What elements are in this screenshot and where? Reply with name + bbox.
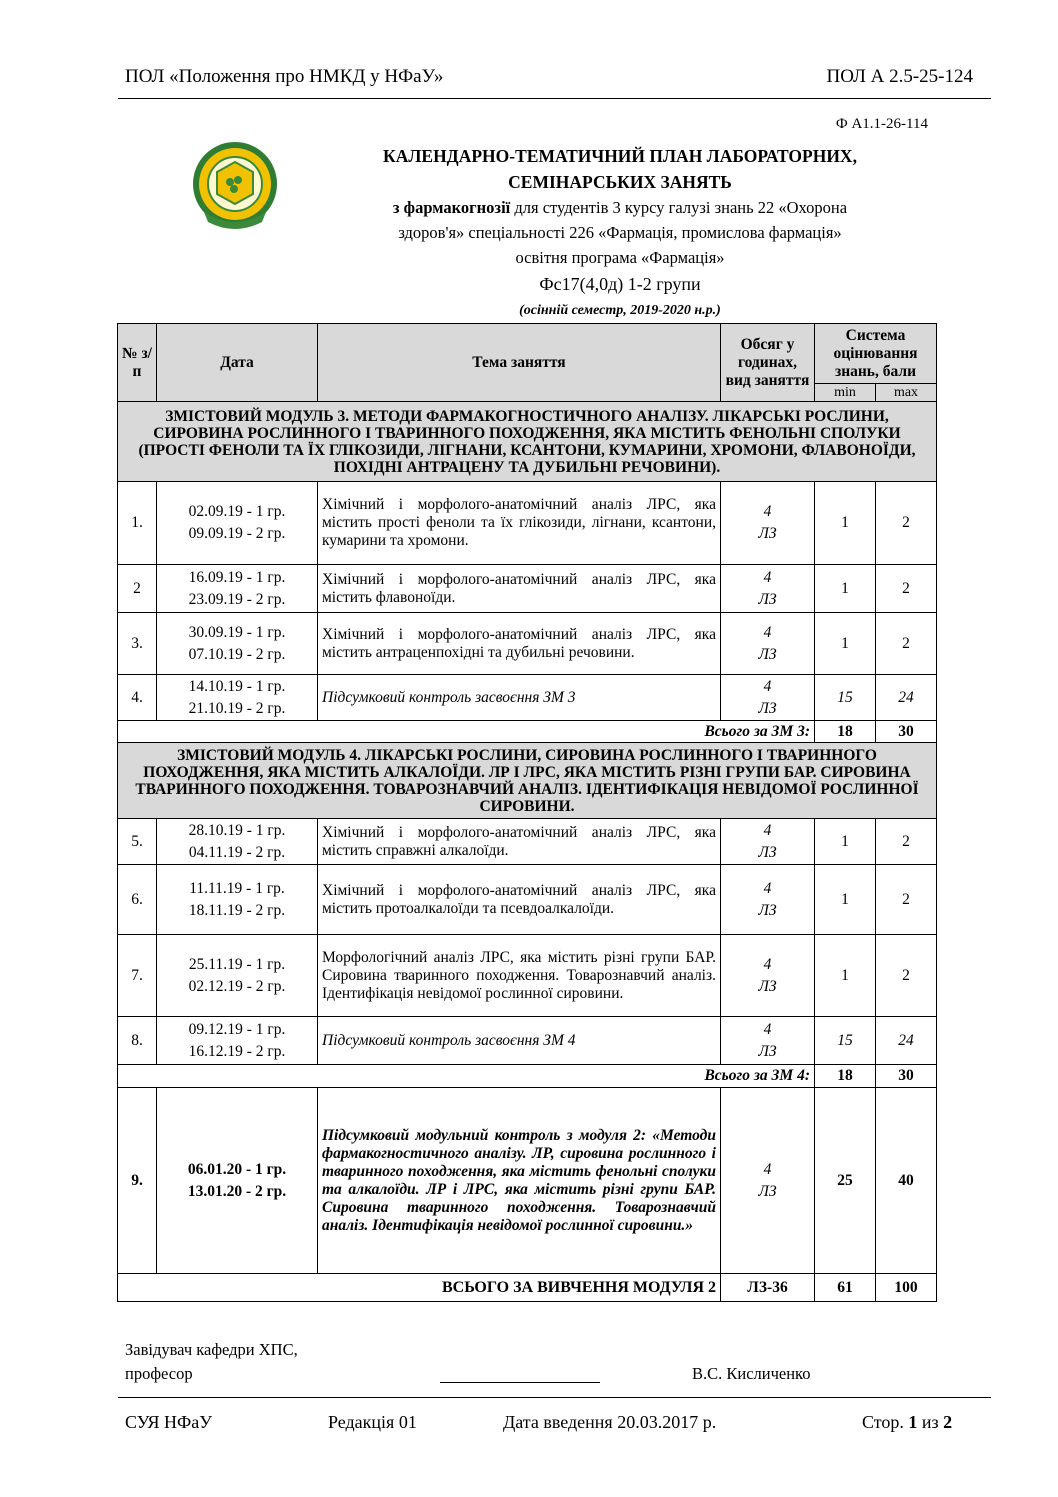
row-num: 9.	[118, 1088, 157, 1274]
footer-org: СУЯ НФаУ	[125, 1412, 212, 1432]
table-row	[118, 613, 937, 675]
table-row	[118, 565, 937, 613]
table-row	[118, 865, 937, 935]
hours: 4	[763, 568, 772, 586]
row-num: 1.	[118, 482, 157, 565]
lesson-type: ЛЗ	[758, 699, 777, 717]
row-date	[157, 935, 318, 1017]
row-date	[157, 819, 318, 865]
row-num: 4.	[118, 675, 157, 721]
date-group-1: 14.10.19 - 1 гр.	[188, 677, 286, 695]
signature-line	[440, 1382, 600, 1383]
lesson-type: ЛЗ	[758, 843, 777, 861]
date-group-1: 30.09.19 - 1 гр.	[188, 623, 286, 641]
header-system: Система оцінювання знань, бали	[815, 324, 937, 384]
row-max: 2	[876, 482, 937, 565]
grand-total-volume: ЛЗ-36	[721, 1274, 815, 1302]
row-topic: Підсумковий контроль засвоєння ЗМ 4	[318, 1017, 721, 1065]
row-date	[157, 1088, 318, 1274]
lesson-type: ЛЗ	[758, 901, 777, 919]
header-divider	[118, 98, 991, 99]
header-volume: Обсяг у годинах, вид заняття	[721, 324, 815, 402]
subtitle-line-1-rest: для студентів 3 курсу галузі знань 22 «Охорона	[510, 198, 848, 217]
date-group-2: 21.10.19 - 2 гр.	[188, 699, 286, 717]
row-volume	[721, 1088, 815, 1274]
total-m3-min: 18	[815, 721, 876, 743]
grand-total-label: ВСЬОГО ЗА ВИВЧЕННЯ МОДУЛЯ 2	[118, 1274, 721, 1302]
row-topic: Підсумковий контроль засвоєння ЗМ 3	[318, 675, 721, 721]
hours: 4	[763, 623, 772, 641]
lesson-type: ЛЗ	[758, 977, 777, 995]
row-volume	[721, 865, 815, 935]
row-max: 2	[876, 935, 937, 1017]
date-group-2: 13.01.20 - 2 гр.	[187, 1182, 287, 1200]
header-date: Дата	[157, 324, 318, 402]
row-max: 24	[876, 675, 937, 721]
total-row-m3	[118, 721, 937, 743]
subtitle-line-1	[320, 198, 920, 218]
date-group-1: 11.11.19 - 1 гр.	[189, 879, 285, 897]
row-max: 24	[876, 1017, 937, 1065]
page-number: 1	[908, 1412, 918, 1432]
date-group-2: 09.09.19 - 2 гр.	[188, 525, 286, 542]
row-max: 2	[876, 865, 937, 935]
row-volume	[721, 613, 815, 675]
row-topic: Хімічний і морфолого-анатомічний аналіз ЛРС, яка містить флавоноїди.	[318, 565, 721, 613]
university-seal-icon	[190, 140, 280, 230]
row-num: 3.	[118, 613, 157, 675]
total-row-m4	[118, 1065, 937, 1088]
subtitle-line-3: освітня програма «Фармація»	[515, 248, 725, 267]
row-max: 2	[876, 819, 937, 865]
date-group-2: 16.12.19 - 2 гр.	[188, 1042, 286, 1060]
footer-date: Дата введення 20.03.2017 р.	[503, 1412, 717, 1432]
table-row	[118, 482, 937, 565]
row-min: 1	[815, 613, 876, 675]
hours: 4	[763, 955, 772, 973]
row-num: 7.	[118, 935, 157, 1017]
row-min: 15	[815, 1017, 876, 1065]
header-doc-code: ПОЛ А 2.5-25-124	[826, 66, 973, 87]
row-min: 1	[815, 482, 876, 565]
row-num: 6.	[118, 865, 157, 935]
hours: 4	[763, 1020, 772, 1038]
row-max: 40	[876, 1088, 937, 1274]
row-num: 8.	[118, 1017, 157, 1065]
subject-name: з фармакогнозії	[392, 198, 511, 217]
grand-total-row	[118, 1274, 937, 1302]
row-volume	[721, 675, 815, 721]
row-date	[157, 482, 318, 565]
row-date	[157, 613, 318, 675]
row-date	[157, 565, 318, 613]
row-max: 2	[876, 613, 937, 675]
date-group-2: 02.12.19 - 2 гр.	[188, 977, 286, 995]
date-group-2: 07.10.19 - 2 гр.	[188, 645, 286, 663]
table-header-row	[118, 324, 937, 384]
subtitle-line-2: здоров'я» спеціальності 226 «Фармація, промислова фармація»	[398, 223, 842, 242]
row-min: 1	[815, 935, 876, 1017]
row-topic: Хімічний і морфолого-анатомічний аналіз ЛРС, яка містить прості феноли та їх глікозиди, лігнани, ксантони, кумарини та хромони.	[318, 482, 721, 565]
lesson-type: ЛЗ	[758, 645, 777, 663]
page-prefix: Стор.	[862, 1412, 909, 1432]
footer-edition: Редакція 01	[328, 1412, 417, 1432]
hours: 4	[763, 879, 772, 897]
lesson-type: ЛЗ	[758, 590, 777, 608]
footer-divider	[118, 1397, 991, 1398]
table-row	[118, 1017, 937, 1065]
row-volume	[721, 935, 815, 1017]
row-min: 1	[815, 865, 876, 935]
date-group-2: 18.11.19 - 2 гр.	[188, 901, 286, 919]
row-num: 5.	[118, 819, 157, 865]
grand-total-min: 61	[815, 1274, 876, 1302]
row-min: 1	[815, 565, 876, 613]
lesson-type: ЛЗ	[758, 525, 777, 542]
total-m4-label: Всього за ЗМ 4:	[118, 1065, 815, 1088]
row-volume	[721, 565, 815, 613]
hours: 4	[763, 821, 772, 839]
group-name: Фс17(4,0д) 1-2 групи	[539, 274, 701, 294]
hours: 4	[763, 503, 772, 520]
signature-name: В.С. Кисличенко	[692, 1364, 811, 1383]
footer-page	[862, 1412, 952, 1433]
date-group-2: 23.09.19 - 2 гр.	[188, 590, 286, 608]
semester: (осінній семестр, 2019-2020 н.р.)	[519, 303, 721, 318]
date-group-1: 09.12.19 - 1 гр.	[188, 1020, 286, 1038]
total-m3-max: 30	[876, 721, 937, 743]
page-mid: из	[917, 1412, 944, 1432]
signature-title: професор	[125, 1364, 193, 1383]
table-row	[118, 935, 937, 1017]
row-topic: Хімічний і морфолого-анатомічний аналіз ЛРС, яка містить протоалкалоїди та псевдоалкалоїди.	[318, 865, 721, 935]
row-volume	[721, 819, 815, 865]
row-min: 25	[815, 1088, 876, 1274]
form-code: Ф А1.1-26-114	[835, 116, 928, 132]
hours: 4	[763, 1160, 772, 1178]
row-date	[157, 675, 318, 721]
row-date	[157, 1017, 318, 1065]
calendar-plan-table	[117, 323, 937, 1302]
header-topic: Тема заняття	[318, 324, 721, 402]
row-min: 1	[815, 819, 876, 865]
row-topic: Хімічний і морфолого-анатомічний аналіз ЛРС, яка містить антраценпохідні та дубильні речовини.	[318, 613, 721, 675]
total-m4-min: 18	[815, 1065, 876, 1088]
date-group-2: 04.11.19 - 2 гр.	[188, 843, 286, 861]
row-topic: Підсумковий модульний контроль з модуля 2: «Методи фармакогностичного аналізу. ЛР, сировина рослинного і тваринного походження, яка містить фенольні сполуки та алкалоїди. ЛР і ЛРС, яка містить різні групи БАР. Сировина тваринного походження. Товарознавчий аналіз. Ідентифікація невідомої рослинної сировини.»	[318, 1088, 721, 1274]
header-max: max	[876, 384, 937, 402]
row-volume	[721, 482, 815, 565]
header-num: № з/п	[118, 324, 157, 402]
date-group-1: 16.09.19 - 1 гр.	[188, 568, 286, 586]
module-3-heading: ЗМІСТОВИЙ МОДУЛЬ 3. МЕТОДИ ФАРМАКОГНОСТИЧНОГО АНАЛІЗУ. ЛІКАРСЬКІ РОСЛИНИ, СИРОВИНА РОСЛИННОГО І ТВАРИННОГО ПОХОДЖЕННЯ, ЯКА МІСТИТЬ ФЕНОЛЬНІ СПОЛУКИ (ПРОСТІ ФЕНОЛИ ТА ЇХ ГЛІКОЗИДИ, ЛІГНАНИ, КСАНТОНИ, КУМАРИНИ, ХРОМОНИ, ФЛАВОНОЇДИ, ПОХІДНІ АНТРАЦЕНУ ТА ДУБИЛЬНІ РЕЧОВИНИ).	[118, 402, 937, 482]
row-min: 15	[815, 675, 876, 721]
date-group-1: 06.01.20 - 1 гр.	[187, 1160, 287, 1178]
module-4-heading: ЗМІСТОВИЙ МОДУЛЬ 4. ЛІКАРСЬКІ РОСЛИНИ, СИРОВИНА РОСЛИННОГО І ТВАРИННОГО ПОХОДЖЕННЯ, ЯКА МІСТИТЬ АЛКАЛОЇДИ. ЛР І ЛРС, ЯКА МІСТИТЬ РІЗНІ ГРУПИ БАР. СИРОВИНА ТВАРИННОГО ПОХОДЖЕННЯ. ТОВАРОЗНАВЧИЙ АНАЛІЗ. ІДЕНТИФІКАЦІЯ НЕВІДОМОЇ РОСЛИННОЇ СИРОВИНИ.	[118, 743, 937, 819]
signature-position: Завідувач кафедри ХПС,	[125, 1340, 298, 1359]
row-num: 2	[118, 565, 157, 613]
table-row-final-control	[118, 1088, 937, 1274]
total-m3-label: Всього за ЗМ 3:	[118, 721, 815, 743]
hours: 4	[763, 677, 772, 695]
table-row	[118, 675, 937, 721]
row-volume	[721, 1017, 815, 1065]
row-date	[157, 865, 318, 935]
grand-total-max: 100	[876, 1274, 937, 1302]
date-group-1: 25.11.19 - 1 гр.	[188, 955, 286, 973]
title-line-2: СЕМІНАРСЬКИХ ЗАНЯТЬ	[508, 172, 732, 192]
lesson-type: ЛЗ	[758, 1042, 777, 1060]
row-topic: Хімічний і морфолого-анатомічний аналіз ЛРС, яка містить справжні алкалоїди.	[318, 819, 721, 865]
row-max: 2	[876, 565, 937, 613]
date-group-1: 28.10.19 - 1 гр.	[188, 821, 286, 839]
page-total: 2	[943, 1412, 953, 1432]
lesson-type: ЛЗ	[758, 1182, 777, 1200]
date-group-1: 02.09.19 - 1 гр.	[188, 503, 286, 520]
header-min: min	[815, 384, 876, 402]
total-m4-max: 30	[876, 1065, 937, 1088]
title-line-1: КАЛЕНДАРНО-ТЕМАТИЧНИЙ ПЛАН ЛАБОРАТОРНИХ,	[383, 146, 857, 166]
header-doc-title: ПОЛ «Положення про НМКД у НФаУ»	[125, 66, 444, 87]
row-topic: Морфологічний аналіз ЛРС, яка містить різні групи БАР. Сировина тваринного походження. Товарознавчий аналіз. Ідентифікація невідомої рослинної сировини.	[318, 935, 721, 1017]
table-row	[118, 819, 937, 865]
